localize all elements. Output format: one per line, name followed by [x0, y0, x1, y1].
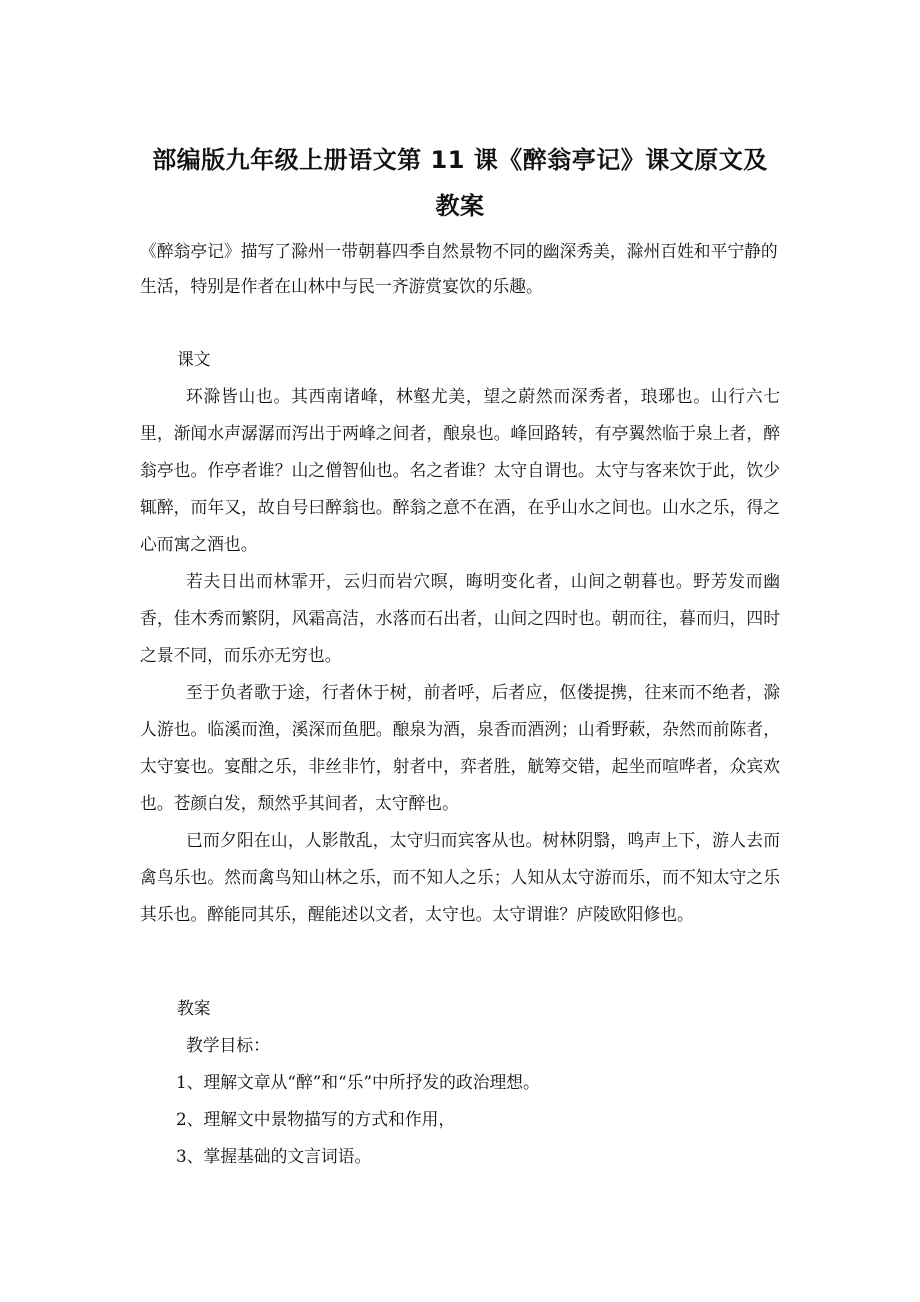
objective-item-3: 3、掌握基础的文言词语。	[176, 1146, 372, 1166]
objectives-heading: 教学目标：	[186, 1035, 270, 1055]
objective-item-2: 2、理解文中景物描写的方式和作用，	[176, 1109, 456, 1129]
text-paragraph-2: 若夫日出而林霏开，云归而岩穴暝，晦明变化者，山间之朝暮也。野芳发而幽香，佳木秀而繁阴，风霜高洁，水落而石出者，山间之四时也。朝而往，暮而归，四时之景不同，而乐亦无穷也。	[140, 571, 780, 665]
objectives-list	[140, 1027, 780, 1175]
section-label-text: 课文	[177, 349, 211, 369]
document-title: 部编版九年级上册语文第 11 课《醉翁亭记》课文原文及教案	[152, 146, 768, 220]
text-paragraph-4: 已而夕阳在山，人影散乱，太守归而宾客从也。树林阴翳，鸣声上下，游人去而禽鸟乐也。然而禽鸟知山林之乐，而不知人之乐；人知从太守游而乐，而不知太守之乐其乐也。醉能同其乐，醒能述以文者，太守也。太守谓谁？庐陵欧阳修也。	[140, 830, 780, 924]
text-body	[140, 378, 780, 933]
intro-paragraph: 《醉翁亭记》描写了滁州一带朝暮四季自然景物不同的幽深秀美，滁州百姓和平宁静的生活，特别是作者在山林中与民一齐游赏宴饮的乐趣。	[140, 241, 778, 296]
objective-item-1: 1、理解文章从“醉”和“乐”中所抒发的政治理想。	[176, 1072, 540, 1092]
section-label-plan: 教案	[177, 998, 211, 1018]
text-paragraph-1: 环滁皆山也。其西南诸峰，林壑尤美，望之蔚然而深秀者，琅琊也。山行六七里，渐闻水声潺潺而泻出于两峰之间者，酿泉也。峰回路转，有亭翼然临于泉上者，醉翁亭也。作亭者谁？山之僧智仙也。名之者谁？太守自谓也。太守与客来饮于此，饮少辄醉，而年又，故自号曰醉翁也。醉翁之意不在酒，在乎山水之间也。山水之乐，得之心而寓之酒也。	[140, 386, 780, 554]
text-paragraph-3: 至于负者歌于途，行者休于树，前者呼，后者应，伛偻提携，往来而不绝者，滁人游也。临溪而渔，溪深而鱼肥。酿泉为酒，泉香而酒洌；山肴野蔌，杂然而前陈者，太守宴也。宴酣之乐，非丝非竹，射者中，弈者胜，觥筹交错，起坐而喧哗者，众宾欢也。苍颜白发，颓然乎其间者，太守醉也。	[140, 682, 780, 813]
